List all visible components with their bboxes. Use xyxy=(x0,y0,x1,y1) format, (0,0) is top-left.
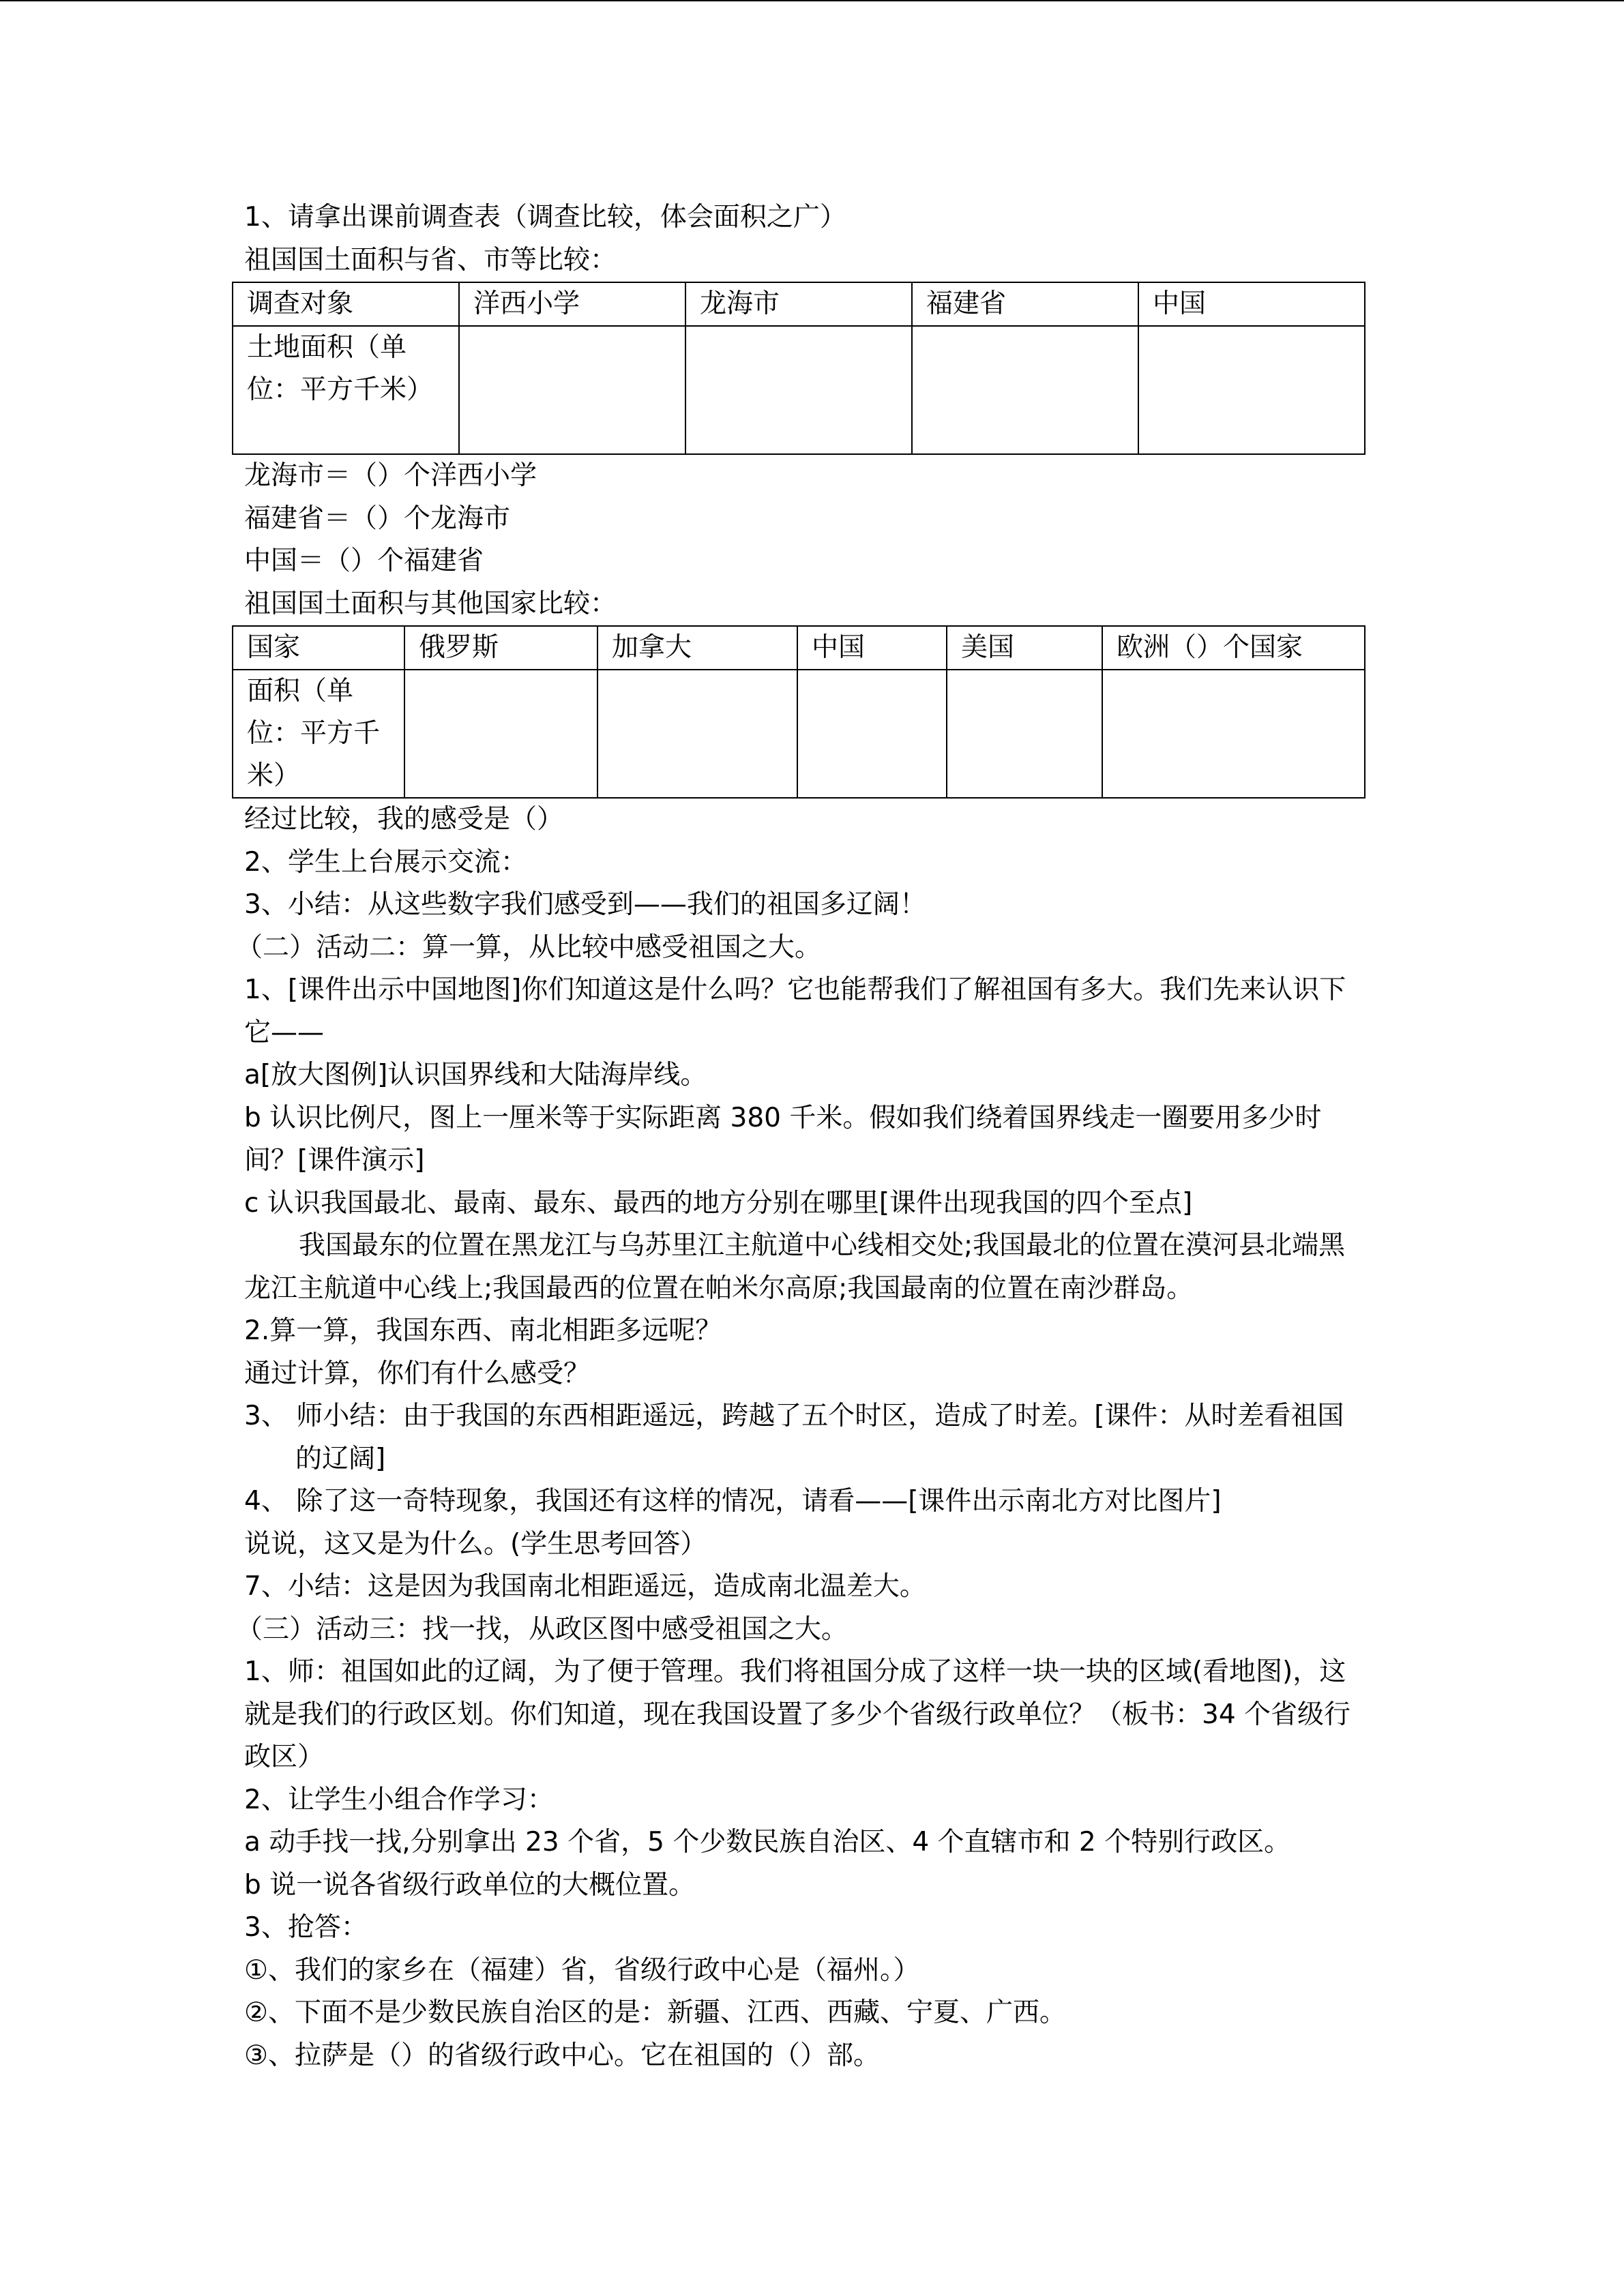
page-top-rule xyxy=(0,0,1624,1)
activity-3-step-a: a 动手找一找,分别拿出 23 个省，5 个少数民族自治区、4 个直辖市和 2 个特别行政区。 xyxy=(244,1827,1291,1858)
table-header-row xyxy=(233,626,1365,670)
document-body xyxy=(236,196,1363,2077)
table-header-cell: 龙海市 xyxy=(685,282,912,326)
why-question: 说说，这又是为什么。(学生思考回答） xyxy=(244,1528,707,1560)
table-input-cell[interactable] xyxy=(797,670,947,798)
ratio-fujian: 福建省＝（）个龙海市 xyxy=(244,503,511,534)
activity-3-step-b: b 说一说各省级行政单位的大概位置。 xyxy=(244,1869,696,1900)
activity-2-step-1: 1、[课件出示中国地图]你们知道这是什么吗？它也能帮我们了解祖国有多大。我们先来认识下它—— xyxy=(244,974,1346,1048)
table-header-cell: 国家 xyxy=(233,626,404,670)
feeling-prompt: 经过比较，我的感受是（） xyxy=(244,804,564,835)
table-header-cell: 中国 xyxy=(1138,282,1365,326)
table-input-cell[interactable] xyxy=(597,670,797,798)
survey-table-regions xyxy=(232,282,1365,455)
table-input-cell[interactable] xyxy=(947,670,1102,798)
step-3-summary: 3、小结：从这些数字我们感受到——我们的祖国多辽阔！ xyxy=(244,889,926,920)
ratio-china: 中国＝（）个福建省 xyxy=(244,546,484,576)
activity-3-heading: （三）活动三：找一找，从政区图中感受祖国之大。 xyxy=(236,1613,848,1645)
extreme-points-paragraph: 我国最东的位置在黑龙江与乌苏里江主航道中心线相交处;我国最北的位置在漠河县北端黑龙江主航道中心线上;我国最西的位置在帕米尔高原;我国最南的位置在南沙群岛。 xyxy=(244,1230,1346,1304)
country-compare-heading: 祖国国土面积与其他国家比较： xyxy=(244,588,617,619)
activity-2-step-7: 7、小结：这是因为我国南北相距遥远，造成南北温差大。 xyxy=(244,1571,926,1602)
table-input-cell[interactable] xyxy=(685,326,912,454)
table-input-cell[interactable] xyxy=(1138,326,1365,454)
table-header-cell: 中国 xyxy=(797,626,947,670)
activity-2-step-a: a[放大图例]认识国界线和大陆海岸线。 xyxy=(244,1060,707,1090)
table-header-cell: 美国 xyxy=(947,626,1102,670)
survey-table-countries xyxy=(232,625,1365,799)
table-header-cell: 俄罗斯 xyxy=(404,626,597,670)
activity-2-step-c: c 认识我国最北、最南、最东、最西的地方分别在哪里[课件出现我国的四个至点] xyxy=(244,1187,1193,1219)
province-compare-heading: 祖国国土面积与省、市等比较： xyxy=(244,244,617,275)
table-header-row xyxy=(233,282,1365,326)
activity-2-step-2: 2.算一算，我国东西、南北相距多远呢？ xyxy=(244,1315,722,1346)
table-header-cell: 福建省 xyxy=(912,282,1138,326)
quiz-item-2: ②、下面不是少数民族自治区的是：新疆、江西、西藏、宁夏、广西。 xyxy=(244,1997,1066,2028)
activity-2-step-3: 3、 师小结：由于我国的东西相距遥远，跨越了五个时区，造成了时差。[课件：从时差看祖国的辽阔] xyxy=(244,1401,1344,1474)
table-input-cell[interactable] xyxy=(404,670,597,798)
table-header-cell: 欧洲（）个国家 xyxy=(1102,626,1365,670)
table-header-cell: 加拿大 xyxy=(597,626,797,670)
table-header-cell: 调查对象 xyxy=(233,282,459,326)
activity-2-step-4: 4、 除了这一奇特现象，我国还有这样的情况，请看——[课件出示南北方对比图片] xyxy=(244,1486,1222,1517)
calc-feeling-prompt: 通过计算，你们有什么感受？ xyxy=(244,1358,591,1389)
table-input-cell[interactable] xyxy=(912,326,1138,454)
quiz-item-3: ③、拉萨是（）的省级行政中心。它在祖国的（）部。 xyxy=(244,2040,880,2071)
ratio-longhai: 龙海市＝（）个洋西小学 xyxy=(244,460,537,491)
step-1-heading: 1、请拿出课前调查表（调查比较，体会面积之广） xyxy=(244,202,846,233)
table-row xyxy=(233,670,1365,798)
activity-3-step-2: 2、让学生小组合作学习： xyxy=(244,1784,554,1815)
table-header-cell: 洋西小学 xyxy=(459,282,685,326)
step-2-share: 2、学生上台展示交流： xyxy=(244,846,527,878)
activity-3-step-1: 1、师：祖国如此的辽阔，为了便于管理。我们将祖国分成了这样一块一块的区域(看地图)，这就是我们的行政区划。你们知道，现在我国设置了多少个省级行政单位？（板书：34 个省级行政区） xyxy=(244,1656,1351,1772)
quiz-item-1: ①、我们的家乡在（福建）省，省级行政中心是（福州。） xyxy=(244,1954,920,1986)
table-input-cell[interactable] xyxy=(459,326,685,454)
table-input-cell[interactable] xyxy=(1102,670,1365,798)
table-row-label: 面积（单位：平方千米） xyxy=(233,670,404,798)
activity-2-heading: （二）活动二：算一算，从比较中感受祖国之大。 xyxy=(236,931,822,963)
table-row xyxy=(233,326,1365,454)
activity-3-step-3: 3、抢答： xyxy=(244,1912,368,1943)
activity-2-step-b: b 认识比例尺，图上一厘米等于实际距离 380 千米。假如我们绕着国界线走一圈要用多少时间？[课件演示] xyxy=(244,1102,1322,1176)
table-row-label: 土地面积（单位：平方千米） xyxy=(233,326,459,454)
